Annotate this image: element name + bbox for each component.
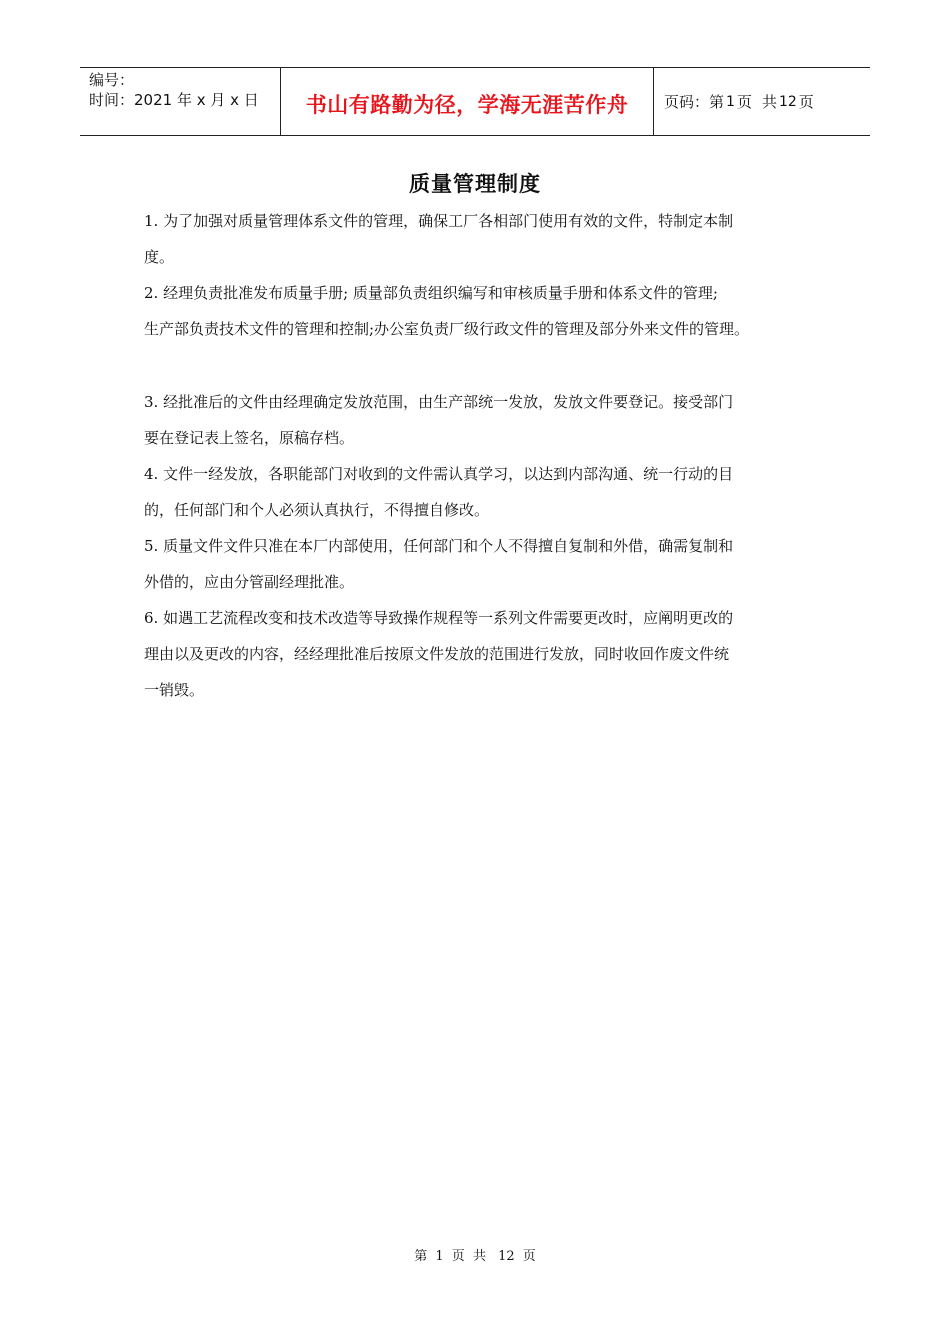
paragraph-4 — [144, 456, 824, 528]
footer-page-mid: 页 — [451, 1249, 465, 1264]
paragraph-6 — [144, 600, 824, 708]
page-total: 12 — [778, 93, 797, 110]
paragraph-line: 6. 如遇工艺流程改变和技术改造等导致操作规程等一系列文件需要更改时，应阐明更改的 — [144, 609, 734, 627]
motto-text: 书山有路勤为径，学海无涯苦作舟 — [305, 92, 629, 117]
header-info-cell — [80, 68, 281, 135]
header-motto-cell — [281, 68, 654, 135]
paragraph-line: 生产部负责技术文件的管理和控制;办公室负责厂级行政文件的管理及部分外来文件的管理。 — [144, 320, 750, 338]
page-current: 1 — [726, 93, 735, 110]
paragraph-line: 度。 — [144, 248, 175, 266]
paragraph-line: 3. 经批准后的文件由经理确定发放范围，由生产部统一发放，发放文件要登记。接受部门 — [144, 393, 734, 411]
paragraph-line: 要在登记表上签名，原稿存档。 — [144, 429, 355, 447]
page-total-prefix: 共 — [761, 93, 777, 111]
paragraph-line: 5. 质量文件文件只准在本厂内部使用，任何部门和个人不得擅自复制和外借，确需复制和 — [144, 537, 734, 555]
page-label: 页码：第 — [664, 93, 725, 111]
footer-page-total: 12 — [498, 1249, 515, 1264]
paragraph-line: 1. 为了加强对质量管理体系文件的管理，确保工厂各相部门使用有效的文件，特制定本制 — [144, 212, 734, 230]
page-end: 页 — [798, 93, 814, 111]
paragraph-line: 外借的，应由分管副经理批准。 — [144, 573, 355, 591]
paragraph-line: 的，任何部门和个人必须认真执行，不得擅自修改。 — [144, 501, 490, 519]
code-label: 编号： — [89, 71, 135, 89]
paragraph-line: 2. 经理负责批准发布质量手册; 质量部负责组织编写和审核质量手册和体系文件的管理; — [144, 284, 718, 302]
page-footer — [0, 1245, 950, 1264]
paragraph-5 — [144, 528, 824, 600]
footer-page-prefix: 第 — [414, 1249, 428, 1264]
header-page-cell — [654, 68, 870, 135]
page-mid: 页 — [736, 93, 752, 111]
footer-page-current: 1 — [435, 1249, 444, 1264]
paragraph-line: 4. 文件一经发放，各职能部门对收到的文件需认真学习，以达到内部沟通、统一行动的目 — [144, 465, 734, 483]
paragraph-1 — [144, 203, 824, 275]
paragraph-line: 理由以及更改的内容，经经理批准后按原文件发放的范围进行发放，同时收回作废文件统 — [144, 645, 730, 663]
document-header — [80, 67, 870, 136]
paragraph-2 — [144, 275, 824, 347]
footer-page-end: 页 — [522, 1249, 536, 1264]
time-label: 时间：2021 年 x 月 x 日 — [89, 91, 259, 109]
paragraph-line: 一销毁。 — [144, 681, 205, 699]
footer-total-prefix: 共 — [472, 1249, 486, 1264]
document-title: 质量管理制度 — [409, 172, 541, 196]
paragraph-3 — [144, 384, 824, 456]
